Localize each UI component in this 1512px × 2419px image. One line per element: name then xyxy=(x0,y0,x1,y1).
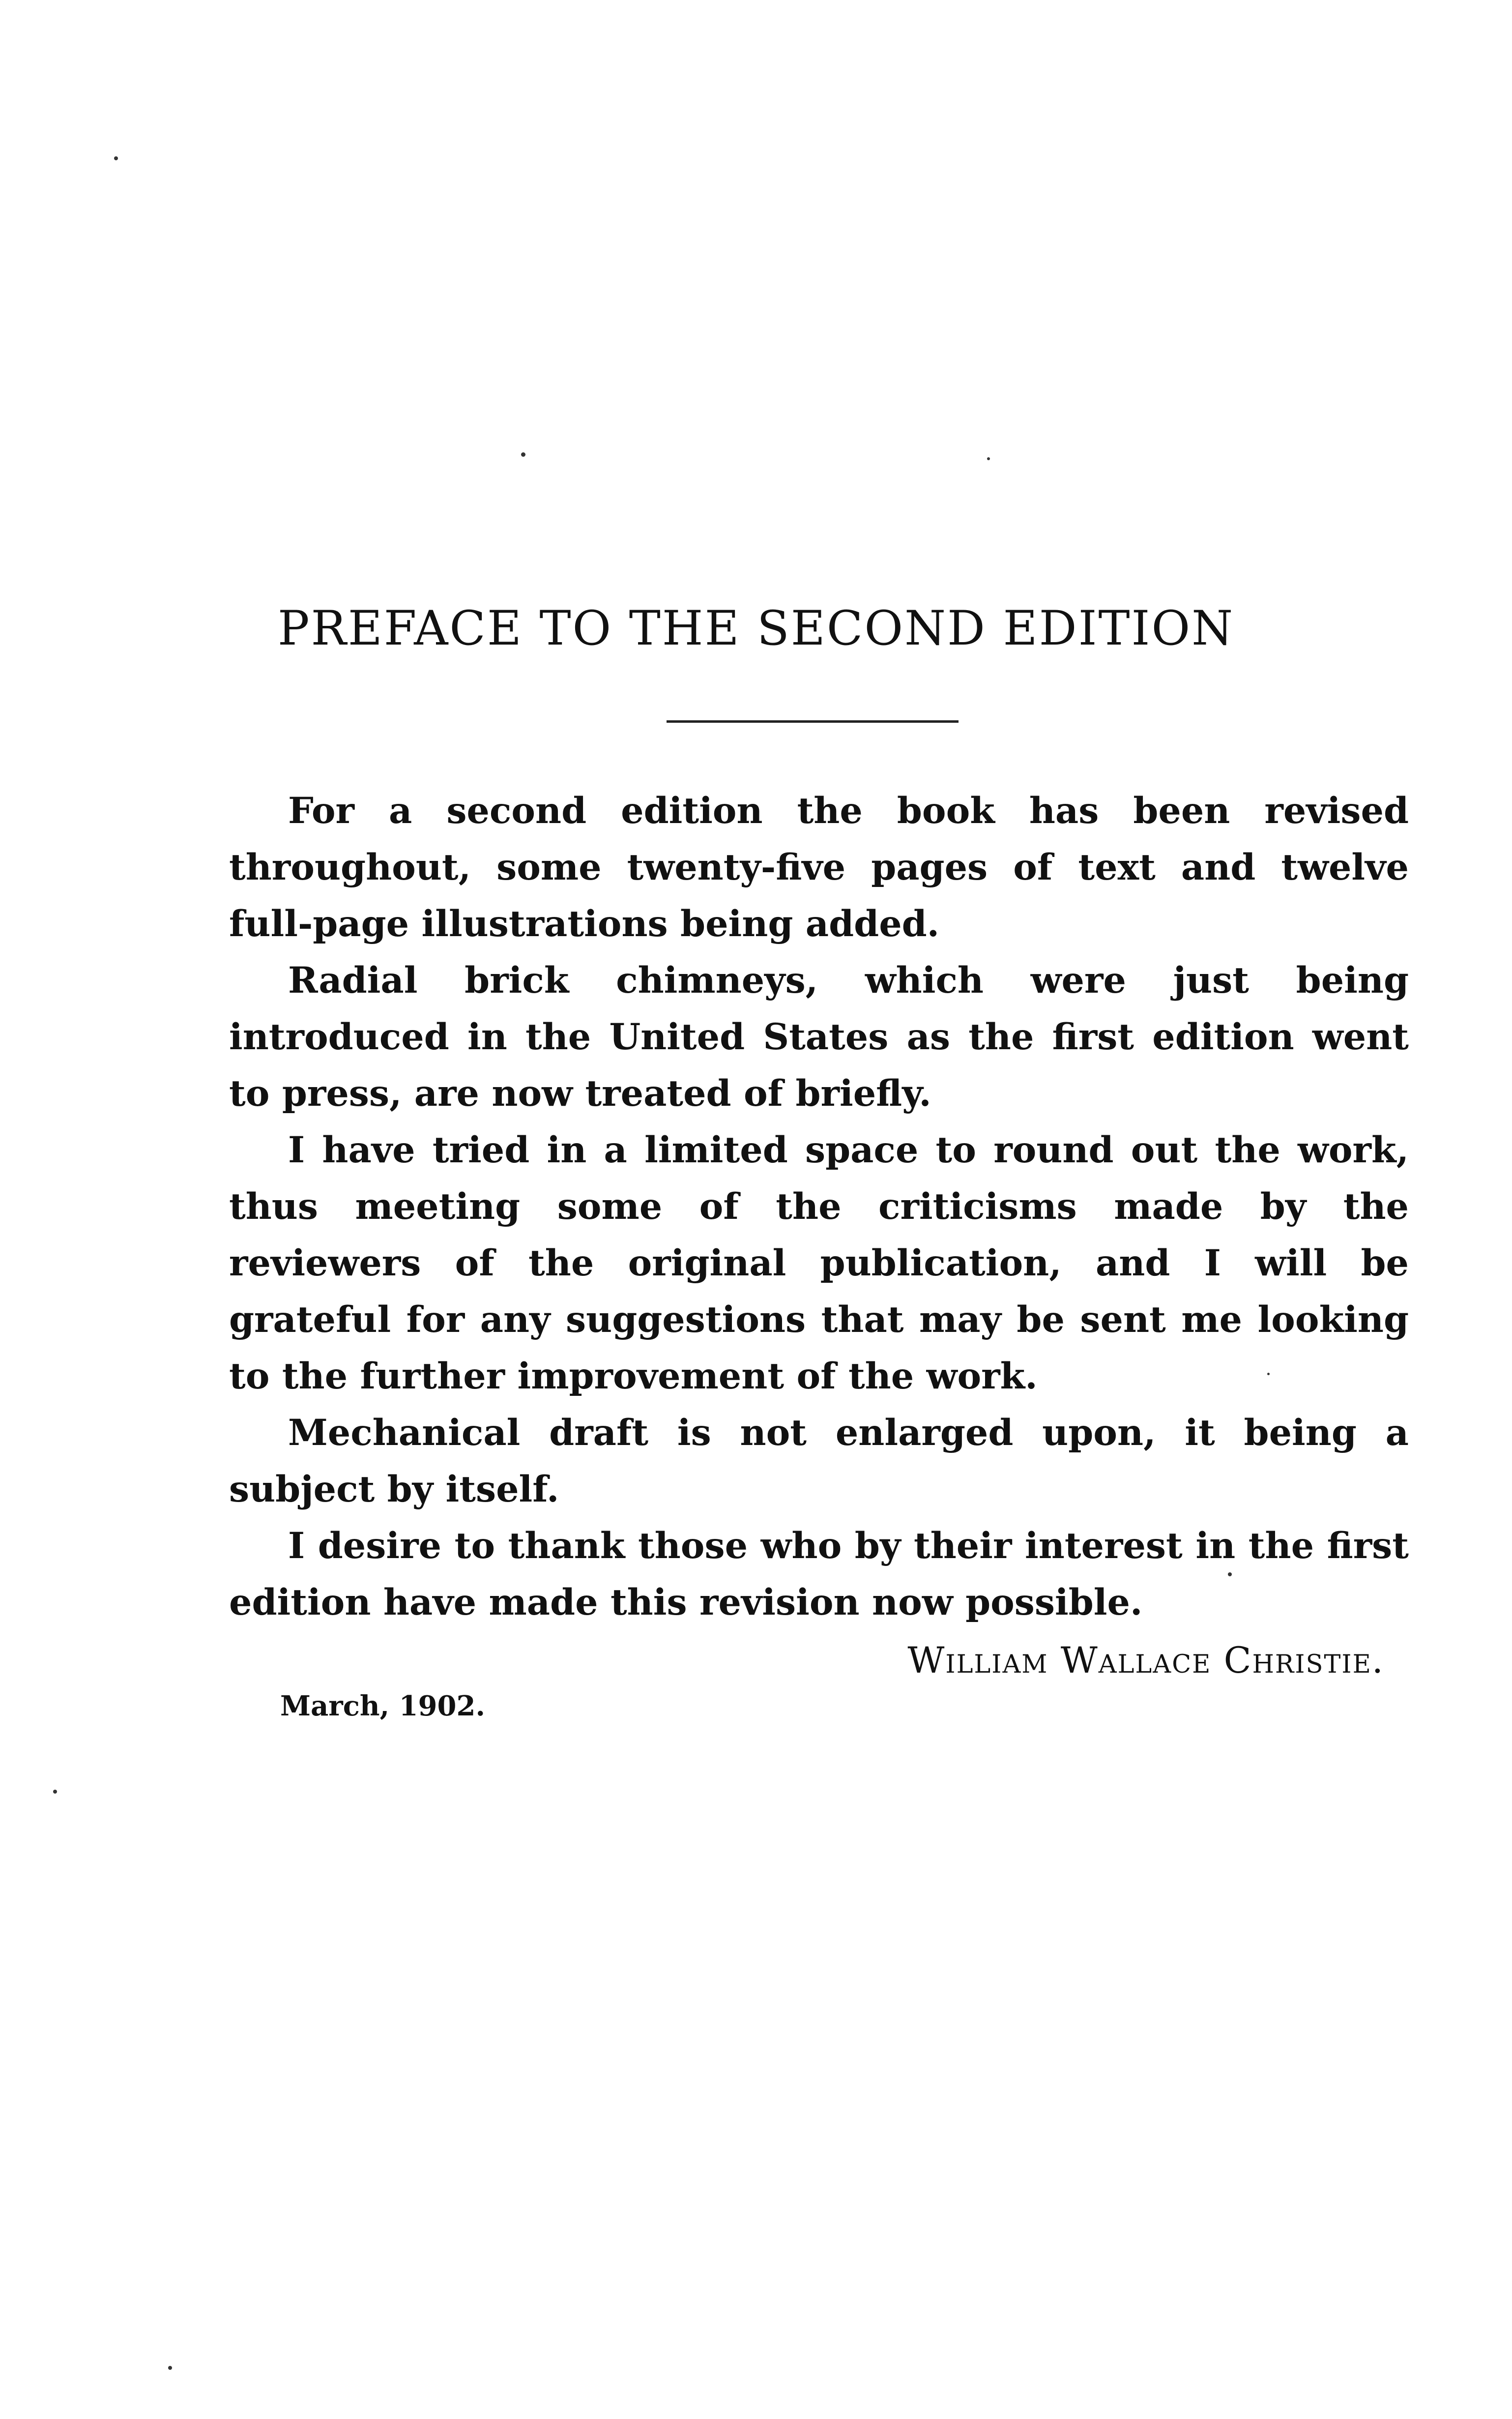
paragraph: Mechanical draft is not enlarged upon, it being a subject by itself. xyxy=(229,1412,1409,1510)
preface-date: March, 1902. xyxy=(280,1690,485,1722)
scan-speck xyxy=(987,457,990,460)
paragraph: Radial brick chimneys, which were just being introduced in the United States as the first edition went to press, are now treated of briefly. xyxy=(229,959,1409,1115)
scan-speck xyxy=(114,156,118,160)
preface-body xyxy=(229,783,1409,1631)
title-divider xyxy=(667,720,959,723)
author-signature: William Wallace Christie. xyxy=(907,1640,1384,1682)
scan-speck xyxy=(53,1790,57,1794)
paragraph: I have tried in a limited space to round out the work, thus meeting some of the criticisms made by the reviewers of the original publication, and I will be grateful for any suggestions that may be sent me looking to the further improvement of the work. xyxy=(229,1129,1409,1397)
paragraph: I desire to thank those who by their interest in the first edition have made this revision now possible. xyxy=(229,1525,1409,1623)
scan-speck xyxy=(521,452,525,457)
paragraph: For a second edition the book has been revised throughout, some twenty-five pages of text and twelve full-page illustrations being added. xyxy=(229,790,1409,945)
scan-speck xyxy=(168,2366,172,2370)
page-title: PREFACE TO THE SECOND EDITION xyxy=(277,601,1235,656)
